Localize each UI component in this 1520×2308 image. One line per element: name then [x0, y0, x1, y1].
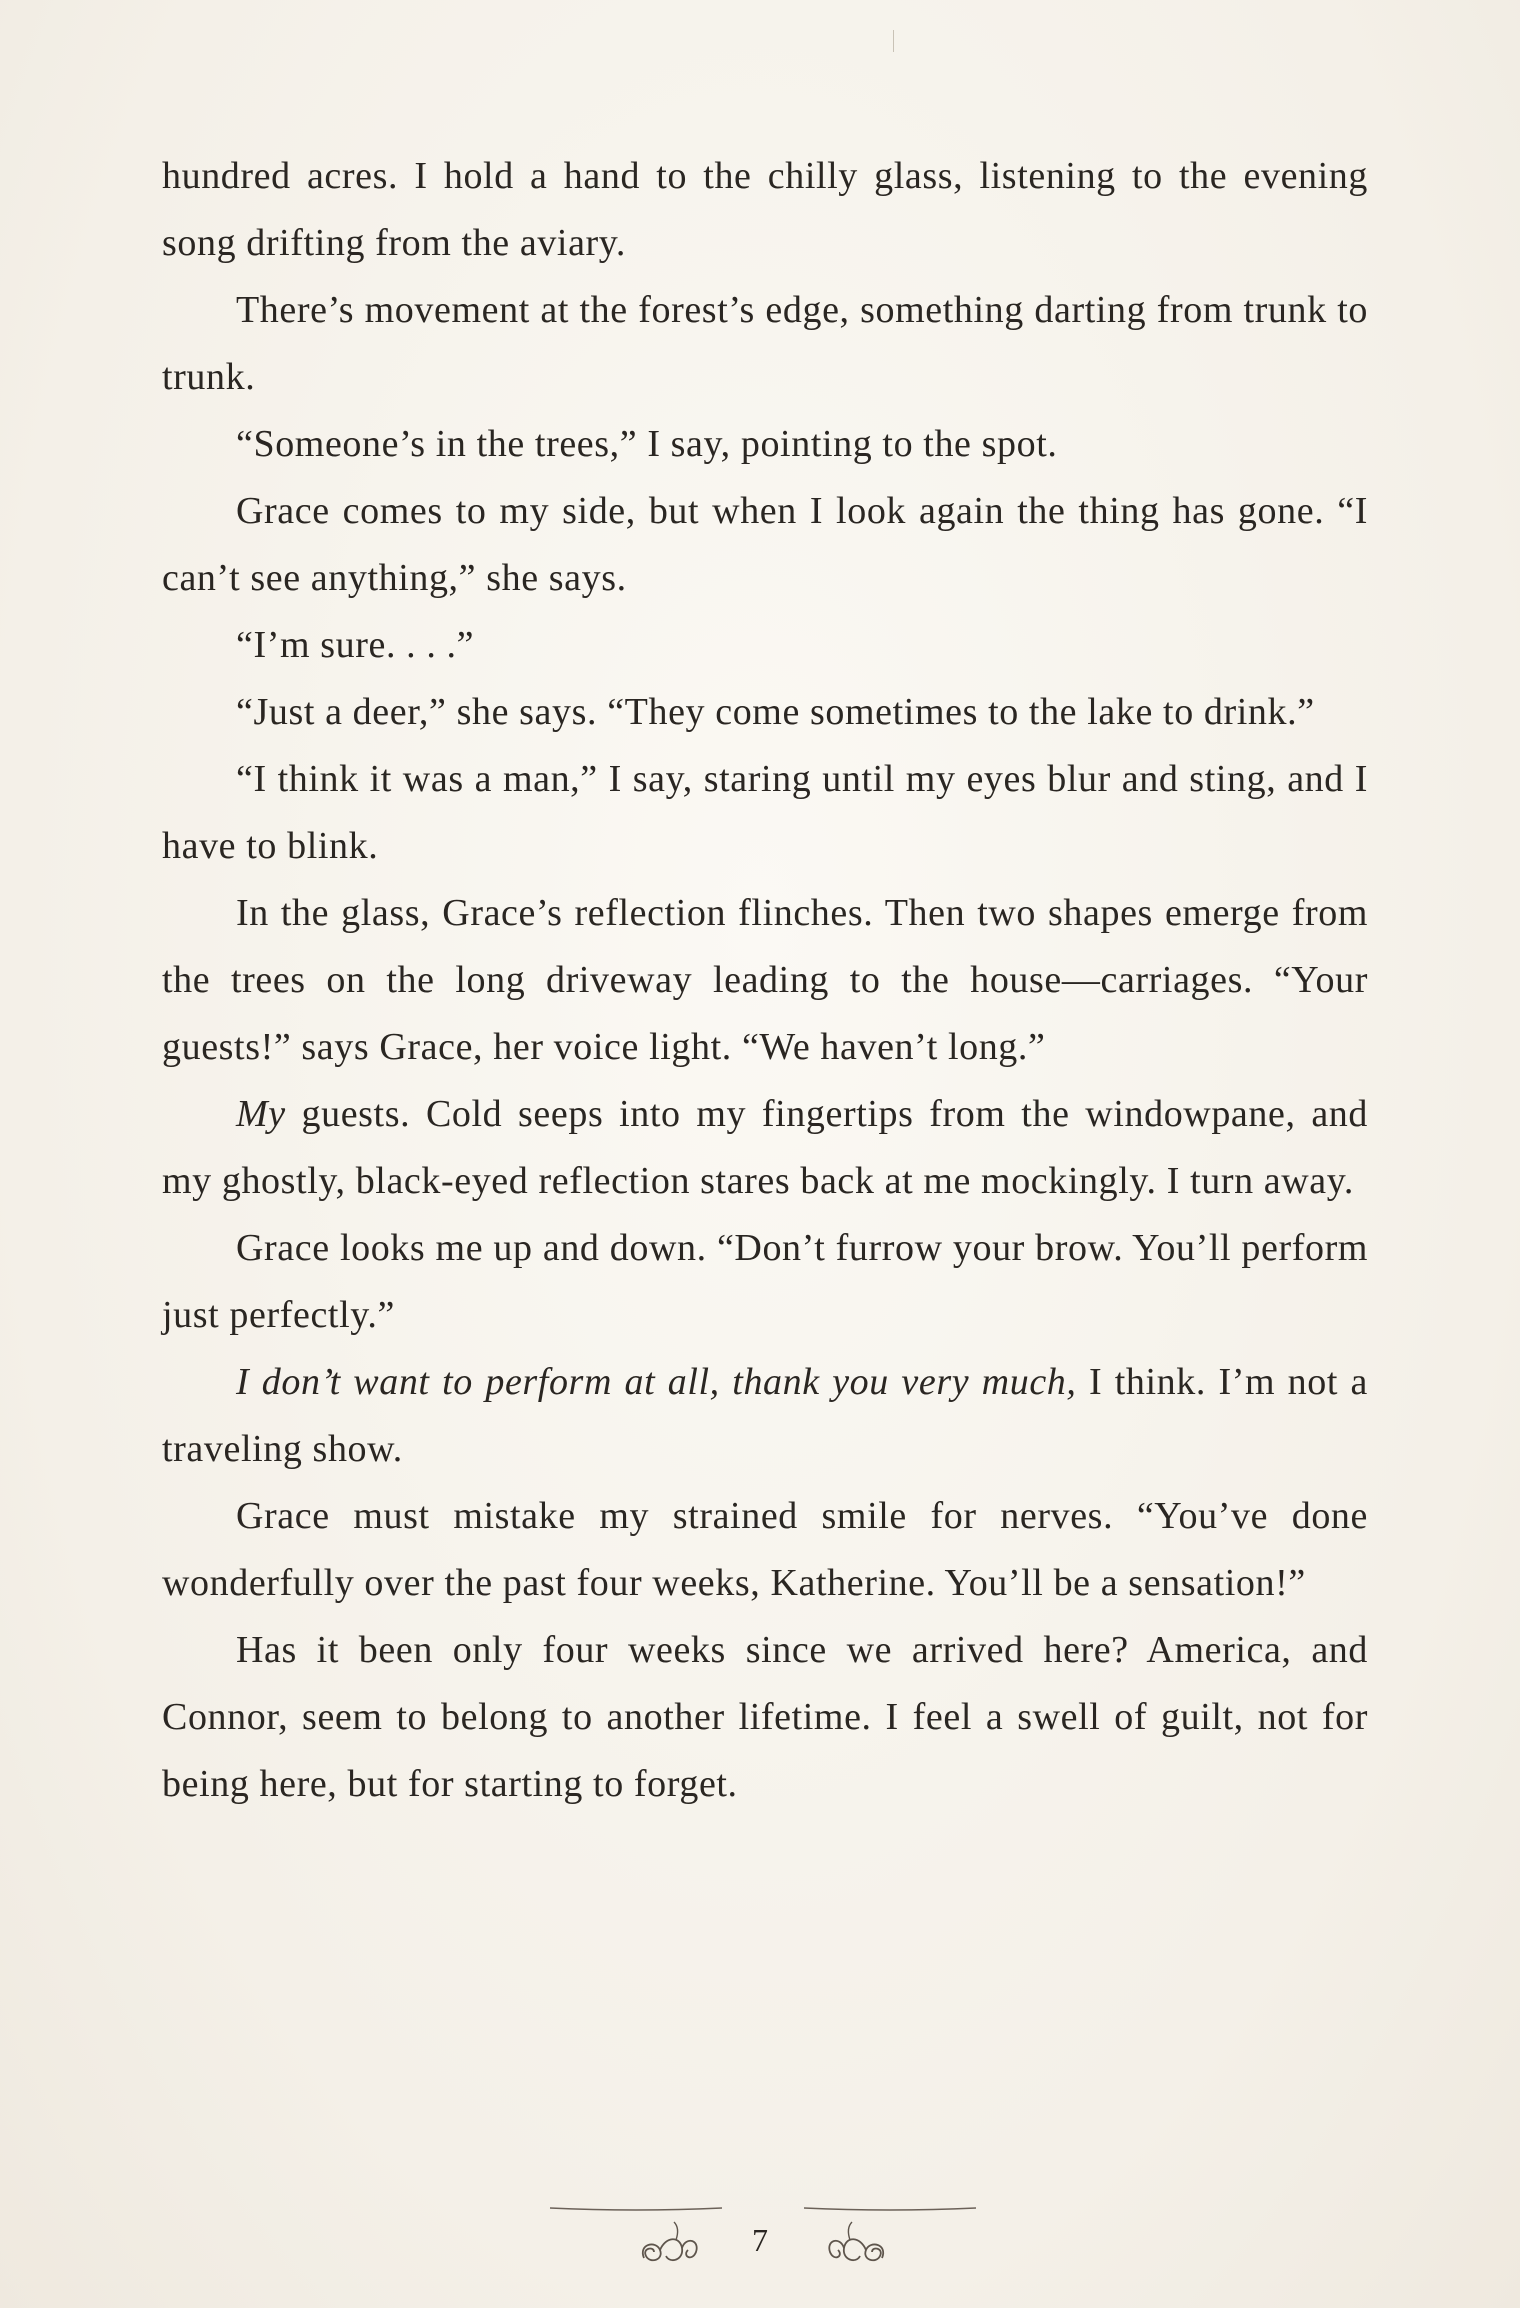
paragraph: “Someone’s in the trees,” I say, pointing to the spot. [236, 423, 1058, 465]
paragraph: I don’t want to perform at all, thank you very much, I think. I’m not a traveling show. [162, 1361, 1368, 1470]
paragraph: “I think it was a man,” I say, staring until my eyes blur and sting, and I have to blink. [162, 758, 1368, 867]
italic-text: I don’t want to perform at all, thank you very much, [236, 1361, 1077, 1403]
paragraph: Grace comes to my side, but when I look again the thing has gone. “I can’t see anything,” she says. [162, 490, 1368, 599]
paragraph: “Just a deer,” she says. “They come sometimes to the lake to drink.” [236, 691, 1315, 733]
paragraph: In the glass, Grace’s reflection flinches. Then two shapes emerge from the trees on the long driveway leading to the house—carriages. “Your guests!” says Grace, her voice light. “We haven’t long.” [162, 892, 1368, 1068]
italic-text: My [236, 1093, 286, 1135]
paragraph: Grace looks me up and down. “Don’t furrow your brow. You’ll perform just perfectly.” [162, 1227, 1368, 1336]
bleed-mark [893, 30, 894, 52]
page-number: 7 [752, 2222, 768, 2258]
paragraph: There’s movement at the forest’s edge, something darting from trunk to trunk. [162, 289, 1368, 398]
paragraph: hundred acres. I hold a hand to the chilly glass, listening to the evening song drifting from the aviary. [162, 155, 1368, 264]
flourish-right-icon [800, 2200, 980, 2280]
page-footer [0, 2200, 1520, 2300]
flourish-left-icon [546, 2200, 726, 2280]
paragraph: “I’m sure. . . .” [236, 624, 475, 666]
paragraph: My guests. Cold seeps into my fingertips from the windowpane, and my ghostly, black-eyed reflection stares back at me mockingly. I turn away. [162, 1093, 1368, 1202]
paragraph: Has it been only four weeks since we arrived here? America, and Connor, seem to belong to another lifetime. I feel a swell of guilt, not for being here, but for starting to forget. [162, 1629, 1368, 1805]
body-text [162, 143, 1368, 1818]
paragraph: Grace must mistake my strained smile for nerves. “You’ve done wonderfully over the past four weeks, Katherine. You’ll be a sensation!” [162, 1495, 1368, 1604]
